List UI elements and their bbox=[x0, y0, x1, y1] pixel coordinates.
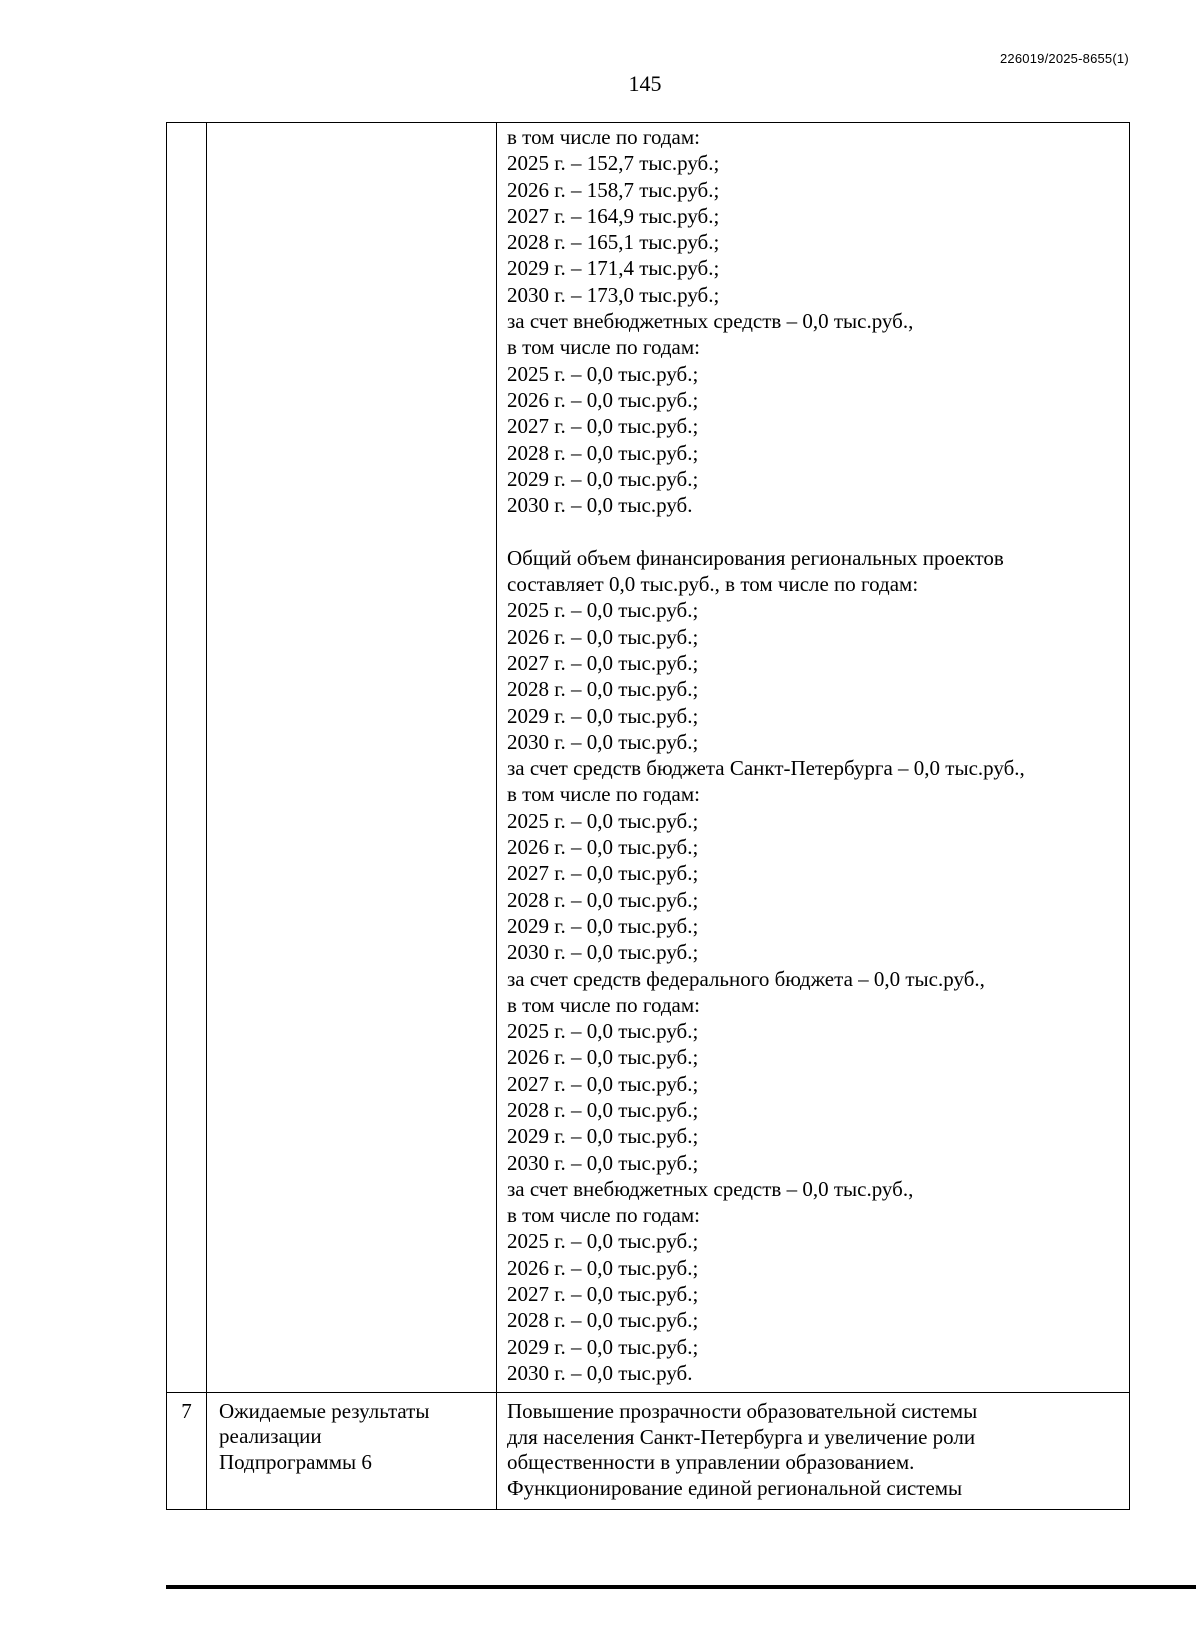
text-line: 2028 г. – 0,0 тыс.руб.; bbox=[507, 1308, 699, 1333]
text-line: 2028 г. – 0,0 тыс.руб.; bbox=[507, 887, 699, 912]
row-number-cell bbox=[167, 1393, 207, 1510]
row-name-cell bbox=[207, 1393, 497, 1510]
row-number: 7 bbox=[181, 1399, 192, 1423]
text-line: 2030 г. – 173,0 тыс.руб.; bbox=[507, 282, 720, 307]
text-line: 2030 г. – 0,0 тыс.руб. bbox=[507, 1360, 693, 1385]
blank-line bbox=[507, 518, 1123, 544]
results-lines bbox=[497, 1393, 1129, 1501]
text-line: 2025 г. – 0,0 тыс.руб.; bbox=[507, 361, 699, 386]
text-line: Функционирование единой региональной системы bbox=[507, 1475, 963, 1500]
text-line: за счет внебюджетных средств – 0,0 тыс.руб., bbox=[507, 309, 914, 334]
text-line: Подпрограммы 6 bbox=[219, 1449, 372, 1474]
text-line: 2030 г. – 0,0 тыс.руб. bbox=[507, 493, 693, 518]
text-line: 2027 г. – 0,0 тыс.руб.; bbox=[507, 1282, 699, 1307]
row-number-cell bbox=[167, 123, 207, 1393]
text-line: для населения Санкт-Петербурга и увеличение роли bbox=[507, 1424, 976, 1449]
table-row-expected-results bbox=[167, 1393, 1130, 1510]
text-line: в том числе по годам: bbox=[507, 125, 700, 149]
text-line: 2027 г. – 0,0 тыс.руб.; bbox=[507, 1071, 699, 1096]
text-line: 2029 г. – 0,0 тыс.руб.; bbox=[507, 1124, 699, 1149]
text-line: составляет 0,0 тыс.руб., в том числе по годам: bbox=[507, 572, 919, 597]
text-line: 2027 г. – 0,0 тыс.руб.; bbox=[507, 414, 699, 439]
text-line: 2027 г. – 0,0 тыс.руб.; bbox=[507, 650, 699, 675]
program-passport-table bbox=[166, 122, 1130, 1510]
table-row-financing-continuation bbox=[167, 123, 1130, 1393]
text-line: 2028 г. – 0,0 тыс.руб.; bbox=[507, 1097, 699, 1122]
text-line: 2025 г. – 0,0 тыс.руб.; bbox=[507, 808, 699, 833]
text-line: 2029 г. – 0,0 тыс.руб.; bbox=[507, 1334, 699, 1359]
results-content-cell bbox=[497, 1393, 1130, 1510]
text-line: 2028 г. – 165,1 тыс.руб.; bbox=[507, 230, 720, 255]
text-line: за счет внебюджетных средств – 0,0 тыс.руб., bbox=[507, 1176, 914, 1201]
text-line: 2030 г. – 0,0 тыс.руб.; bbox=[507, 729, 699, 754]
text-line: 2029 г. – 0,0 тыс.руб.; bbox=[507, 466, 699, 491]
row-name-cell bbox=[207, 123, 497, 1393]
text-line: 2026 г. – 0,0 тыс.руб.; bbox=[507, 1255, 699, 1280]
results-name-lines bbox=[207, 1393, 496, 1475]
text-line: 2030 г. – 0,0 тыс.руб.; bbox=[507, 1150, 699, 1175]
text-line: 2026 г. – 0,0 тыс.руб.; bbox=[507, 387, 699, 412]
text-line: 2029 г. – 171,4 тыс.руб.; bbox=[507, 256, 720, 281]
financing-lines bbox=[497, 123, 1129, 1386]
text-line: в том числе по годам: bbox=[507, 335, 700, 360]
text-line: 2026 г. – 158,7 тыс.руб.; bbox=[507, 177, 720, 202]
text-line: 2030 г. – 0,0 тыс.руб.; bbox=[507, 940, 699, 965]
text-line: 2029 г. – 0,0 тыс.руб.; bbox=[507, 913, 699, 938]
text-line: за счет средств бюджета Санкт-Петербурга – 0,0 тыс.руб., bbox=[507, 756, 1025, 781]
text-line: 2026 г. – 0,0 тыс.руб.; bbox=[507, 1045, 699, 1070]
text-line: 2028 г. – 0,0 тыс.руб.; bbox=[507, 440, 699, 465]
text-line: Повышение прозрачности образовательной системы bbox=[507, 1399, 978, 1423]
text-line: 2027 г. – 164,9 тыс.руб.; bbox=[507, 203, 720, 228]
text-line: Ожидаемые результаты bbox=[219, 1399, 430, 1423]
text-line: 2027 г. – 0,0 тыс.руб.; bbox=[507, 861, 699, 886]
text-line: 2025 г. – 0,0 тыс.руб.; bbox=[507, 1229, 699, 1254]
page-bottom-rule bbox=[166, 1585, 1196, 1589]
text-line: в том числе по годам: bbox=[507, 782, 700, 807]
text-line: 2025 г. – 152,7 тыс.руб.; bbox=[507, 151, 720, 176]
text-line: 2028 г. – 0,0 тыс.руб.; bbox=[507, 677, 699, 702]
text-line: 2026 г. – 0,0 тыс.руб.; bbox=[507, 835, 699, 860]
text-line: реализации bbox=[219, 1424, 322, 1449]
text-line: за счет средств федерального бюджета – 0,0 тыс.руб., bbox=[507, 966, 985, 991]
text-line: Общий объем финансирования региональных проектов bbox=[507, 545, 1004, 570]
text-line: в том числе по годам: bbox=[507, 992, 700, 1017]
text-line: в том числе по годам: bbox=[507, 1203, 700, 1228]
text-line: общественности в управлении образованием. bbox=[507, 1450, 915, 1474]
text-line: 2025 г. – 0,0 тыс.руб.; bbox=[507, 598, 699, 623]
text-line: 2026 г. – 0,0 тыс.руб.; bbox=[507, 624, 699, 649]
text-line: 2025 г. – 0,0 тыс.руб.; bbox=[507, 1019, 699, 1044]
page-number: 145 bbox=[628, 71, 662, 96]
document-id: 226019/2025-8655(1) bbox=[1000, 51, 1129, 66]
financing-content-cell bbox=[497, 123, 1130, 1393]
text-line: 2029 г. – 0,0 тыс.руб.; bbox=[507, 703, 699, 728]
